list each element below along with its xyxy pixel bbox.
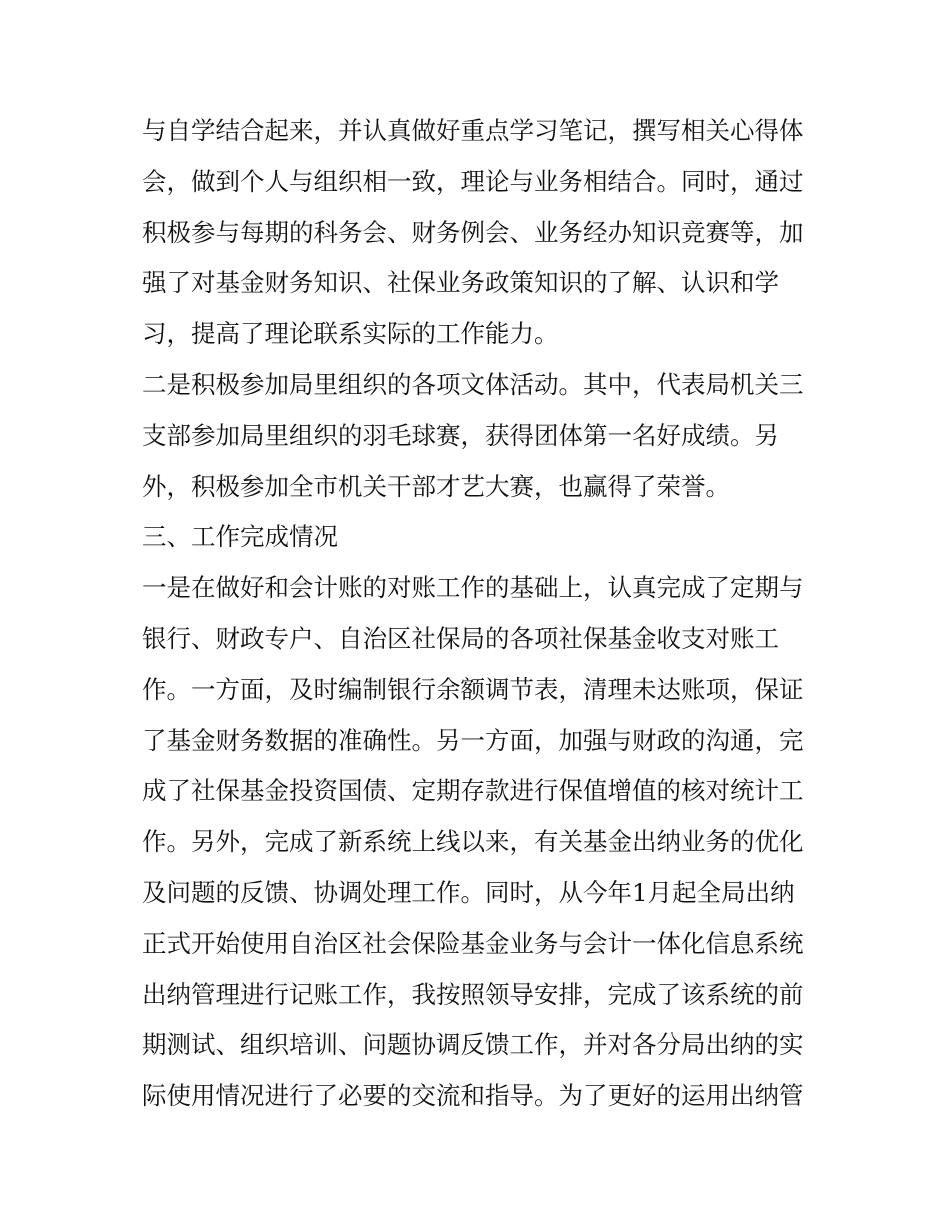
text-line: 正式开始使用自治区社会保险基金业务与会计一体化信息系统: [142, 928, 804, 958]
text-line: 了基金财务数据的准确性。另一方面，加强与财政的沟通，完: [142, 725, 804, 755]
text-line: 作。另外，完成了新系统上线以来，有关基金出纳业务的优化: [142, 827, 804, 857]
text-line: 际使用情况进行了必要的交流和指导。为了更好的运用出纳管: [142, 1081, 804, 1111]
document-body: [142, 106, 822, 1122]
text-line: 会，做到个人与组织相一致，理论与业务相结合。同时，通过: [142, 166, 804, 196]
text-line: 支部参加局里组织的羽毛球赛，获得团体第一名好成绩。另: [142, 420, 779, 450]
section-heading: 三、工作完成情况: [142, 522, 338, 552]
text-line: 二是积极参加局里组织的各项文体活动。其中，代表局机关三: [142, 369, 804, 399]
text-line: 外，积极参加全市机关干部才艺大赛，也赢得了荣誉。: [142, 471, 730, 501]
text-line: 积极参与每期的科务会、财务例会、业务经办知识竞赛等，加: [142, 217, 804, 247]
text-line: 与自学结合起来，并认真做好重点学习笔记，撰写相关心得体: [142, 116, 804, 145]
text-line: 强了对基金财务知识、社保业务政策知识的了解、认识和学: [142, 268, 779, 298]
text-line: 成了社保基金投资国债、定期存款进行保值增值的核对统计工: [142, 776, 804, 806]
text-line: 一是在做好和会计账的对账工作的基础上，认真完成了定期与: [142, 573, 804, 603]
text-line: 习，提高了理论联系实际的工作能力。: [142, 319, 559, 349]
text-line: 出纳管理进行记账工作，我按照领导安排，完成了该系统的前: [142, 979, 804, 1009]
text-line: 及问题的反馈、协调处理工作。同时，从今年1月起全局出纳: [142, 877, 795, 907]
text-line: 期测试、组织培训、问题协调反馈工作，并对各分局出纳的实: [142, 1030, 804, 1060]
text-line: 银行、财政专户、自治区社保局的各项社保基金收支对账工: [142, 623, 779, 653]
text-line: 作。一方面，及时编制银行余额调节表，清理未达账项，保证: [142, 674, 804, 704]
